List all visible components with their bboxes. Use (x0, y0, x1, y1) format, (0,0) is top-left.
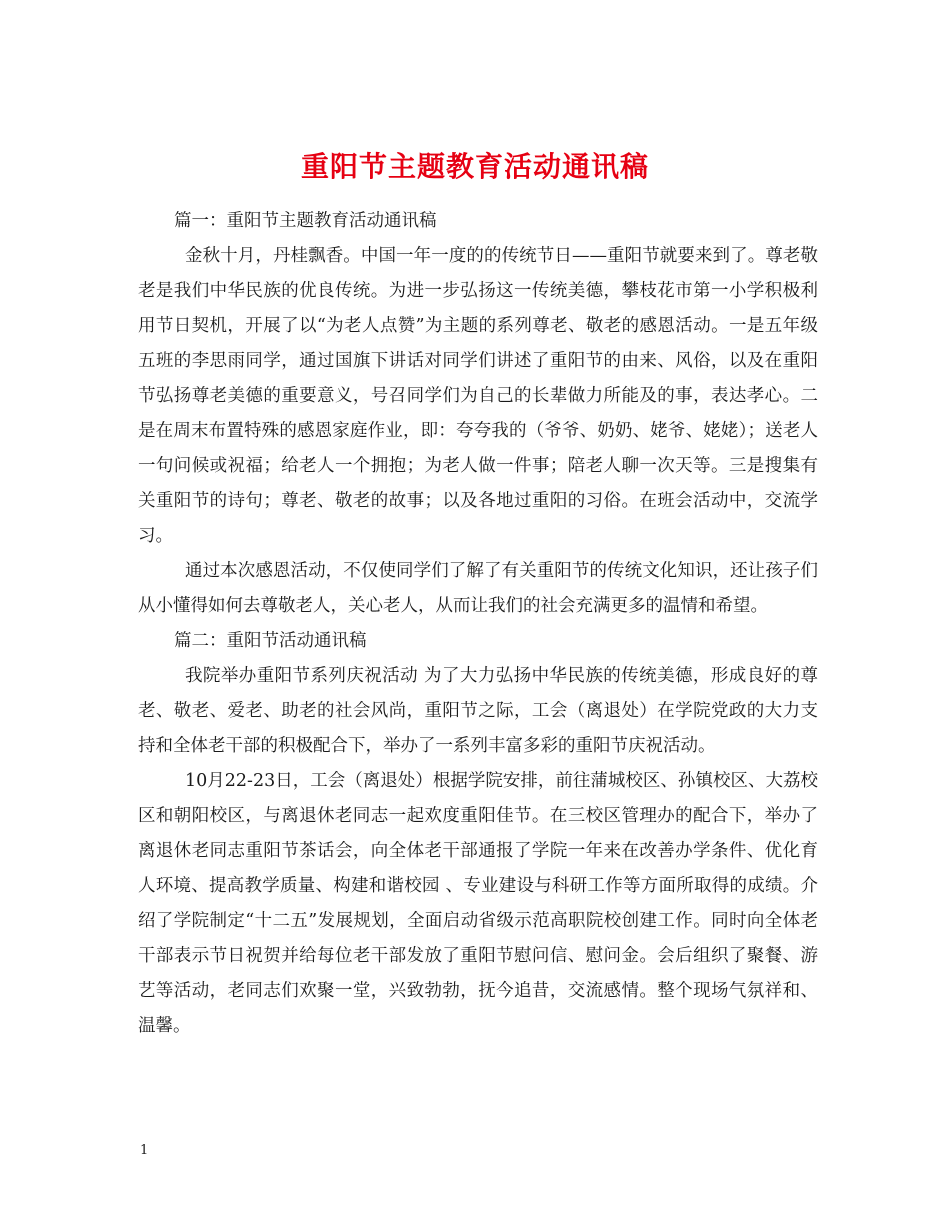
document-title: 重阳节主题教育活动通讯稿 (300, 149, 649, 183)
paragraph: 通过本次感恩活动，不仅使同学们了解了有关重阳节的传统文化知识，还让孩子们从小懂得如何去尊敬老人，关心老人，从而让我们的社会充满更多的温情和希望。 (138, 561, 818, 616)
paragraph: 10月22-23日，工会（离退处）根据学院安排，前往蒲城校区、孙镇校区、大荔校区和朝阳校区，与离退休老同志一起欢度重阳佳节。在三校区管理办的配合下，举办了离退休老同志重阳节茶话会，向全体老干部通报了学院一年来在改善办学条件、优化育人环境、提高教学质量、构建和谐校园 、专业建设与科研工作等方面所取得的成绩。介绍了学院制定“十二五”发展规划，全面启动省级示范高职院校创建工作。同时向全体老干部表示节日祝贺并给每位老干部发放了重阳节慰问信、慰问金。会后组织了聚餐、游艺等活动，老同志们欢聚一堂，兴致勃勃，抚今追昔，交流感情。整个现场气氛祥和、温馨。 (138, 771, 818, 1036)
paragraph: 我院举办重阳节系列庆祝活动 为了大力弘扬中华民族的传统美德，形成良好的尊老、敬老、爱老、助老的社会风尚，重阳节之际，工会（离退处）在学院党政的大力支持和全体老干部的积极配合下，举办了一系列丰富多彩的重阳节庆祝活动。 (138, 666, 818, 756)
section-two (138, 624, 818, 1044)
document-body (138, 204, 818, 1044)
paragraph: 金秋十月，丹桂飘香。中国一年一度的的传统节日——重阳节就要来到了。尊老敬老是我们中华民族的优良传统。为进一步弘扬这一传统美德，攀枝花市第一小学积极利用节日契机，开展了以“为老人点赞”为主题的系列尊老、敬老的感恩活动。一是五年级五班的李思雨同学，通过国旗下讲话对同学们讲述了重阳节的由来、风俗，以及在重阳节弘扬尊老美德的重要意义，号召同学们为自己的长辈做力所能及的事，表达孝心。二是在周末布置特殊的感恩家庭作业，即：夸夸我的（爷爷、奶奶、姥爷、姥姥）；送老人一句问候或祝福；给老人一个拥抱；为老人做一件事；陪老人聊一次天等。三是搜集有关重阳节的诗句；尊老、敬老的故事；以及各地过重阳的习俗。在班会活动中，交流学习。 (138, 246, 818, 546)
section-heading: 篇一：重阳节主题教育活动通讯稿 (174, 211, 437, 231)
page-number: 1 (140, 1143, 149, 1158)
section-heading: 篇二：重阳节活动通讯稿 (174, 631, 367, 651)
section-one (138, 204, 818, 624)
